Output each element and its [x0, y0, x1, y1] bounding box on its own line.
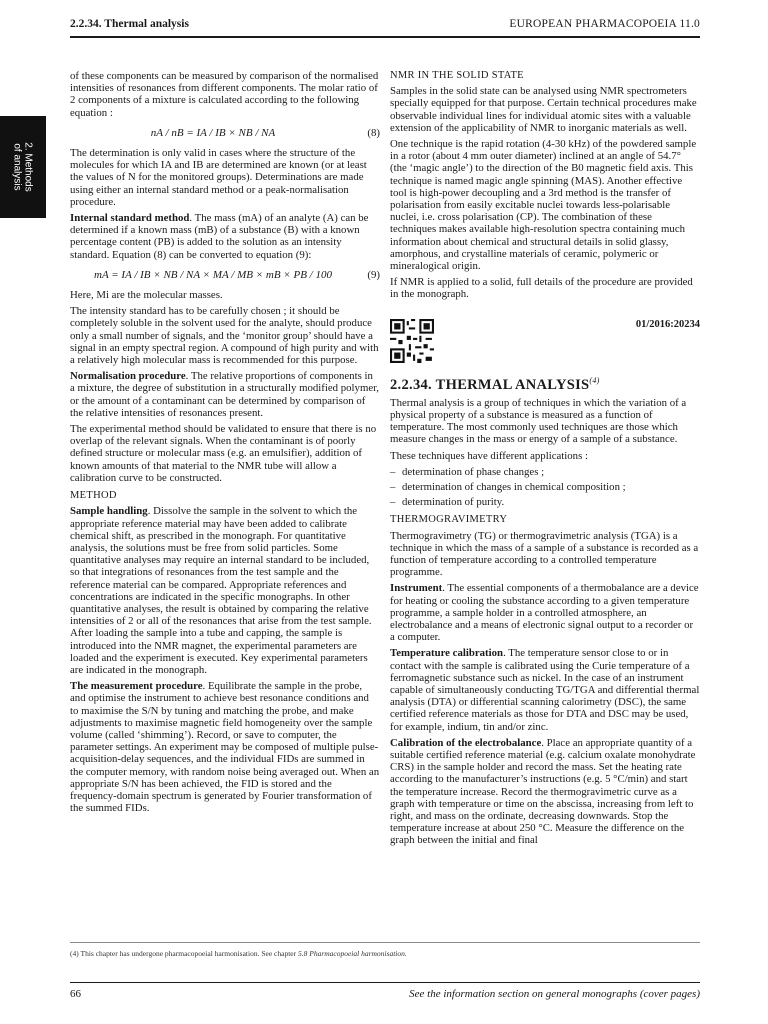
footnote-chapter-link[interactable]: 5.8 Pharmacopoeial harmonisation. — [297, 949, 407, 958]
footnote-text: (4) This chapter has undergone pharmacopoeial harmonisation. See chapter — [70, 949, 297, 958]
monograph-id: 01/2016:20234 — [635, 318, 700, 330]
applications-list — [390, 466, 700, 509]
equation-body: nA / nB = IA / IB × NB / NA — [150, 126, 276, 139]
chapter-thumb-tab — [0, 116, 46, 218]
run-in-heading: Temperature calibration — [390, 647, 504, 660]
section-title-text: 2.2.34. THERMAL ANALYSIS — [390, 376, 590, 393]
paragraph-temperature-calibration — [390, 647, 700, 732]
paragraph-text: . The mass (mA) of an analyte (A) can be determined if a known mass (mB) of a substance (B) with a known percentage content (PB) is added to the solution as an intensity standard. Equation (8) can be converted to equation (9): — [70, 212, 369, 261]
equation-body: mA = IA / IB × NB / NA × MA / MB × mB × PB / 100 — [94, 268, 332, 281]
run-in-heading: Sample handling — [70, 505, 148, 518]
footer-rule — [70, 982, 700, 983]
footnote-rule — [70, 942, 700, 943]
list-item: – determination of changes in chemical composition ; — [390, 481, 700, 493]
paragraph-text: . Equilibrate the sample in the probe, and optimise the instrument to achieve best resonance conditions and to maximise the S/N by tuning and matching the probe, and make adjustments to maximise magnetic field homogeneity over the sample volume (called ‘shimming’). Record, or save to computer, the parameter settings. An experiment may be composed of multiple pulse-acquisition-delay sequences, and the individual FIDs are summed in the computer memory, with random noise being averaged out. When an appropriate S/N has been achieved, the FID is stored and the frequency-domain spectrum is generated by Fourier transformation of the summed FIDs. — [70, 680, 380, 815]
footnote — [70, 949, 407, 958]
section-heading-thermogravimetry: THERMOGRAVIMETRY — [390, 514, 508, 526]
page-number: 66 — [70, 988, 81, 1000]
equation-9 — [70, 269, 380, 281]
equation-number: (9) — [367, 268, 380, 281]
right-column — [390, 70, 700, 851]
paragraph-text: . Dissolve the sample in the solvent to which the appropriate reference material may have been added to calibrate chemical shift, as prescribed in the monograph. For quantitative analysis, the solutions must be free from solid particles. Some quantitative analyses may require an internal standard to be included, so that integrations of resonances from the test sample and the reference material can be compared. Appropriate references and concentrations are indicated in the specific monographs. In other quantitative analyses, the result is obtained by comparing the relative intensities of 2 or all of the resonances that arise from the test sample. After loading the sample into a tube and capping, the sample is introduced into the NMR magnet, the experimental parameters are loaded and the experiment is executed. Key experimental parameters are indicated in the monograph. — [70, 505, 372, 676]
footnote-marker[interactable]: (4) — [589, 375, 600, 385]
chapter-tab-line1: 2. Methods — [23, 142, 35, 192]
list-item: – determination of purity. — [390, 496, 700, 508]
run-in-heading: Normalisation procedure — [70, 370, 186, 383]
paragraph: These techniques have different applications : — [390, 449, 588, 462]
paragraph-normalisation — [70, 370, 380, 419]
monograph-id-row — [390, 319, 700, 363]
run-in-heading: Calibration of the electrobalance — [390, 736, 542, 749]
paragraph: Thermogravimetry (TG) or thermogravimetric analysis (TGA) is a technique in which the mass of a sample of a substance is recorded as a function of temperature according to a controlled temperature programme. — [390, 529, 699, 579]
footer-text: See the information section on general monographs (cover pages) — [409, 988, 700, 1000]
equation-8 — [70, 127, 380, 139]
paragraph-text: . The temperature sensor close to or in contact with the sample is calibrated using the Curie temperature of a ferromagnetic substance such as nickel. In the case of an instrument capable of simultaneously conducting TG/TGA and differential thermal analysis (DTA) or differential scanning calorimetry (DSC), the same certified reference materials as those for DTA and DSC may be used, for example, indium, tin and/or zinc. — [390, 647, 700, 733]
paragraph: Thermal analysis is a group of techniques in which the variation of a physical property of a substance is measured as a function of temperature. The most commonly used techniques are those which measure changes in the mass or energy of a sample of a substance. — [390, 396, 687, 446]
paragraph-internal-standard — [70, 212, 380, 261]
qr-code-icon[interactable] — [390, 319, 434, 363]
paragraph-text: . The essential components of a thermobalance are a device for heating or cooling the substance according to a given temperature programme, a sample holder in a controlled atmosphere, an electrobalance and a means of electronic signal output to a recorder or a computer. — [390, 582, 699, 644]
paragraph: Here, Mi are the molecular masses. — [70, 289, 223, 302]
section-heading-method: METHOD — [70, 490, 117, 502]
paragraph: One technique is the rapid rotation (4-30 kHz) of the powdered sample in a rotor (about 4 mm outer diameter) inclined at an angle of 54.7° (the ‘magic angle’) to the direction of the B0 magnetic field axis. This technique is named magic angle spinning (MAS). Another effective tool is high-power decoupling and a 3rd method is the transfer of polarisation from easily excitable nuclei towards less-polarisable nuclei, i.e. cross polarisation (CP). The combination of these techniques makes available high-resolution spectra containing much information about chemical and structural details in solid glassy, amorphous, and crystalline materials of ceramic, polymeric or mineralogical origin. — [390, 138, 697, 273]
paragraph: The experimental method should be validated to ensure that there is no overlap of the relevant signals. When the contaminant is of poorly defined structure or molecular mass (e.g. an emulsifier), addition of known amounts of that material to the NMR tube will allow a calibration curve to be constructed. — [70, 423, 377, 484]
paragraph-electrobalance — [390, 737, 700, 847]
running-header-left: 2.2.34. Thermal analysis — [70, 18, 189, 30]
paragraph: Samples in the solid state can be analysed using NMR spectrometers specially equipped for that purpose. Certain technical procedures make observable individual lines for individual atomic sites with a valuable extension of the applicability of NMR to inorganic materials as well. — [390, 85, 697, 134]
section-heading-solid-state: NMR IN THE SOLID STATE — [390, 70, 524, 81]
paragraph: The determination is only valid in cases where the structure of the molecules for which IA and IB are determined are known (or at least the values of N for the monitored groups). Determinations are made using either an internal standard method or a peak-normalisation procedure. — [70, 147, 367, 208]
header-rule — [70, 36, 700, 38]
equation-number: (8) — [367, 126, 380, 139]
paragraph-text: . The relative proportions of components in a mixture, the degree of substitution in a structurally modified polymer, or the amount of a contaminant can be determined by comparison of the relative intensities of resonances present. — [70, 370, 380, 419]
left-column — [70, 70, 380, 818]
section-title — [390, 375, 700, 391]
chapter-tab-line2: of analysis — [12, 143, 24, 191]
run-in-heading: Instrument — [390, 582, 443, 595]
paragraph: The intensity standard has to be carefully chosen ; it should be completely soluble in the solvent used for the analyte, should produce only a small number of signals, and the ‘monitor group’ should have a signal in an empty spectral region. A compound of high purity and with a relatively high molecular mass is recommended for this purpose. — [70, 305, 379, 367]
running-header-right: EUROPEAN PHARMACOPOEIA 11.0 — [509, 18, 700, 30]
paragraph-instrument — [390, 582, 700, 643]
paragraph: If NMR is applied to a solid, full details of the procedure are provided in the monograph. — [390, 276, 693, 301]
paragraph-measurement — [70, 680, 380, 814]
run-in-heading: Internal standard method — [70, 212, 190, 225]
run-in-heading: The measurement procedure — [70, 680, 203, 693]
paragraph: of these components can be measured by comparison of the normalised intensities of resonances from different components. The molar ratio of 2 components of a mixture is calculated according to the following equation : — [70, 70, 379, 119]
paragraph-text: . Place an appropriate quantity of a suitable certified reference material (e.g. calcium oxalate monohydrate CRS) in the sample holder and record the mass. Set the heating rate according to the manufacturer’s instructions (e.g. 5 °C/min) and start the temperature increase. Record the thermogravimetric curve as a graph with temperature or time on the abscissa, increasing from left to right, and mass on the ordinate, decreasing downwards. Stop the temperature increase at about 250 °C. Measure the difference on the graph between the initial and final — [390, 736, 696, 847]
paragraph-sample-handling — [70, 505, 380, 676]
list-item: – determination of phase changes ; — [390, 466, 700, 478]
